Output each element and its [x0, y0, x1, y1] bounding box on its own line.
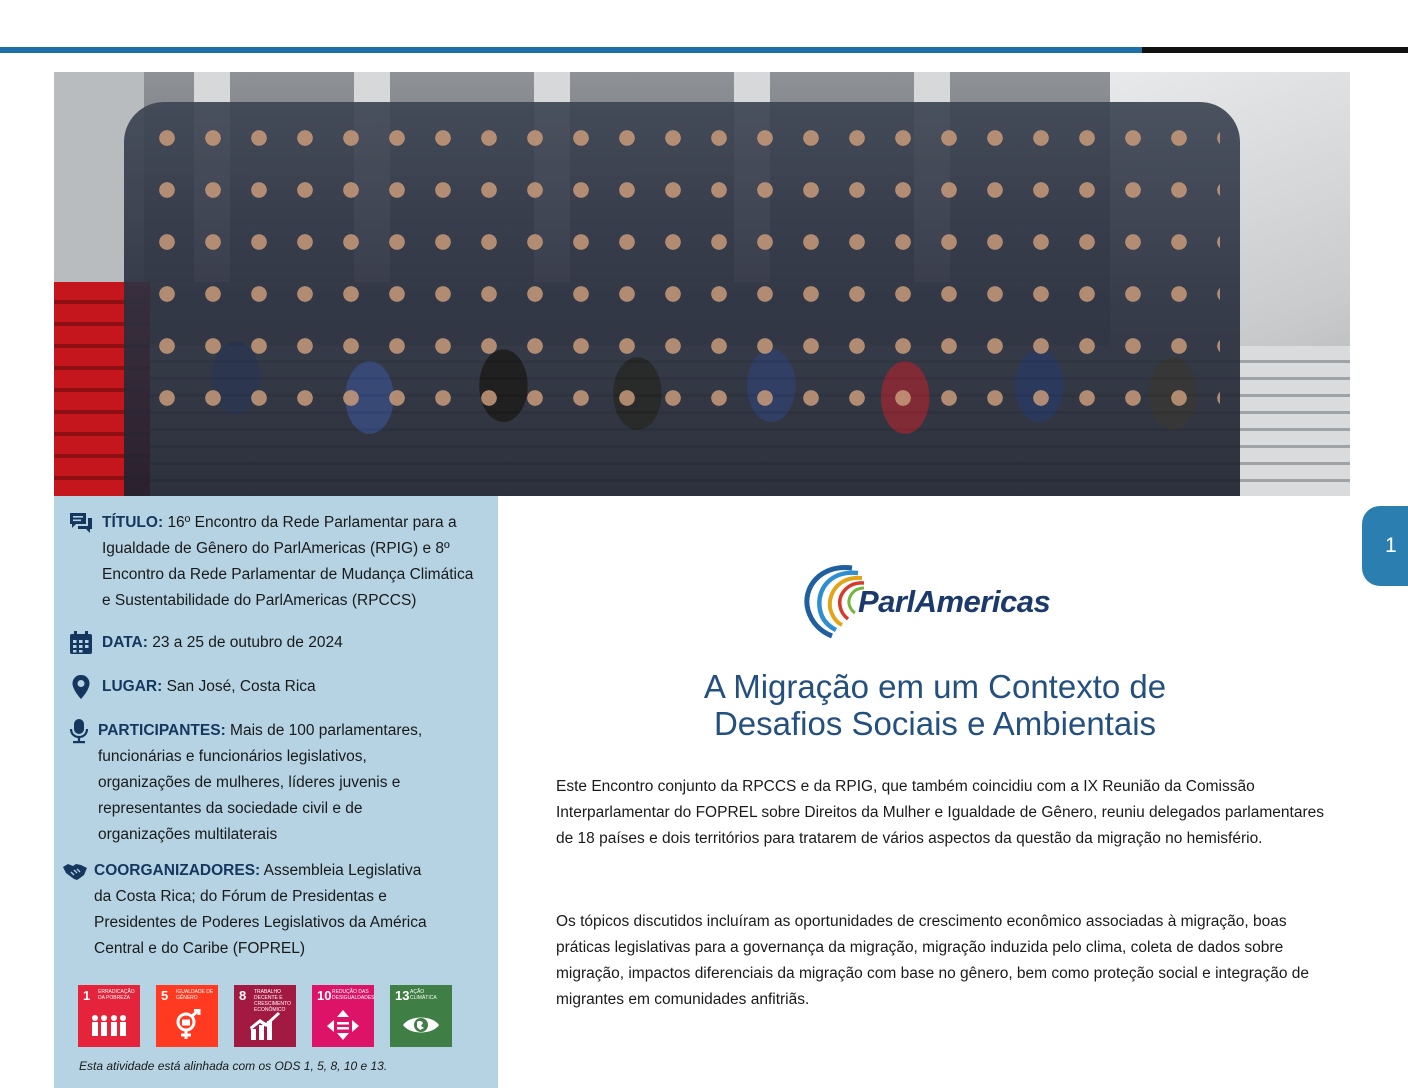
topics-paragraph: Os tópicos discutidos incluíram as oportunidades de crescimento econômico associadas à migração, boas práticas legislativas para a governança da migração, migração induzida pelo clima, coleta de dados sobre migração, impactos diferenciais da migração com base no gênero, bem como proteção social e integração de migrantes em comunidades anfitriãs. [556, 913, 1310, 1008]
sdg-caption: AÇÃO CLIMÁTICA [410, 989, 437, 1001]
sdg-number: 10 [317, 988, 332, 1003]
title-line-1: A Migração em um Contexto de [703, 668, 1167, 705]
parlamericas-logo-text: ParlAmericas [858, 584, 1051, 619]
sdg-goals [78, 985, 452, 1047]
sdg-1-tile [78, 985, 140, 1047]
sdg-number: 5 [161, 988, 169, 1003]
sdg-number: 8 [239, 988, 247, 1003]
sdg-caption: REDUÇÃO DAS DESIGUALDADES [332, 989, 375, 1001]
title-label: TÍTULO: [102, 514, 164, 531]
microphone-icon [66, 718, 92, 744]
participants-text-1: Mais de 100 parlamentares, [230, 722, 423, 739]
top-accent-bar [0, 47, 1142, 53]
title-text-4: e Sustentabilidade do ParlAmericas (RPCCS) [102, 592, 417, 609]
participants-text-2: funcionárias e funcionários legislativos, [98, 748, 367, 765]
sdg-caption: ERRADICAÇÃO DA POBREZA [98, 989, 135, 1001]
title-text-2: Igualdade de Gênero do ParlAmericas (RPIG) e 8º [102, 540, 450, 557]
sdg-caption: TRABALHO DECENTE E CRESCIMENTO ECONÔMICO [254, 989, 291, 1013]
sdg-note: Esta atividade está alinhada com os ODS 1, 5, 8, 10 e 13. [79, 1059, 388, 1073]
coorganizers-text-3: Presidentes de Poderes Legislativos da América [94, 914, 427, 931]
participants-text-4: representantes da sociedade civil e de [98, 800, 363, 817]
chat-bubbles-icon [68, 510, 94, 536]
handshake-icon [62, 858, 88, 884]
info-participants-row [66, 718, 466, 848]
date-label: DATA: [102, 634, 148, 651]
participants-text-3: organizações de mulheres, líderes juvenis e [98, 774, 401, 791]
sdg-10-tile [312, 985, 374, 1047]
coorganizers-text-4: Central e do Caribe (FOPREL) [94, 940, 306, 957]
sdg-number: 1 [83, 988, 91, 1003]
place-label: LUGAR: [102, 678, 163, 695]
intro-paragraph: Este Encontro conjunto da RPCCS e da RPIG, que também coincidiu com a IX Reunião da Comissão Interparlamentar do FOPREL sobre Direitos da Mulher e Igualdade de Gênero, reuniu delegados parlamentares de 18 países e dois territórios para tratarem de vários aspectos da questão da migração no hemisfério. [556, 778, 1324, 847]
calendar-icon [68, 630, 94, 656]
participants-text-5: organizações multilaterais [98, 826, 278, 843]
sdg-number: 13 [395, 988, 410, 1003]
participants-label: PARTICIPANTES: [98, 722, 226, 739]
growth-chart-icon [246, 1009, 284, 1041]
coorganizers-label: COORGANIZADORES: [94, 862, 261, 879]
eye-globe-icon [402, 1009, 440, 1041]
info-coorganizers-row [62, 858, 482, 962]
title-text-3: Encontro da Rede Parlamentar de Mudança Climática [102, 566, 474, 583]
sdg-13-tile [390, 985, 452, 1047]
title-line-2: Desafios Sociais e Ambientais [713, 705, 1157, 742]
place-text: San José, Costa Rica [166, 678, 316, 695]
title-text-1: 16º Encontro da Rede Parlamentar para a [167, 514, 457, 531]
info-place-row [68, 674, 316, 700]
page-title [560, 668, 1310, 742]
map-pin-icon [68, 674, 94, 700]
sdg-caption: IGUALDADE DE GÊNERO [176, 989, 214, 1001]
equality-arrows-icon [324, 1009, 362, 1041]
people-icon [90, 1009, 128, 1041]
sdg-8-tile [234, 985, 296, 1047]
info-date-row [68, 630, 343, 656]
info-title-row [68, 510, 492, 614]
coorganizers-text-1: Assembleia Legislativa [263, 862, 422, 879]
date-text: 23 a 25 de outubro de 2024 [152, 634, 343, 651]
coorganizers-text-2: da Costa Rica; do Fórum de Presidentas e [94, 888, 387, 905]
gender-equality-icon [168, 1009, 206, 1041]
top-accent-bar-dark [1142, 47, 1408, 53]
group-photo [54, 72, 1350, 496]
sdg-5-tile [156, 985, 218, 1047]
page-number: 1 [1385, 534, 1397, 557]
